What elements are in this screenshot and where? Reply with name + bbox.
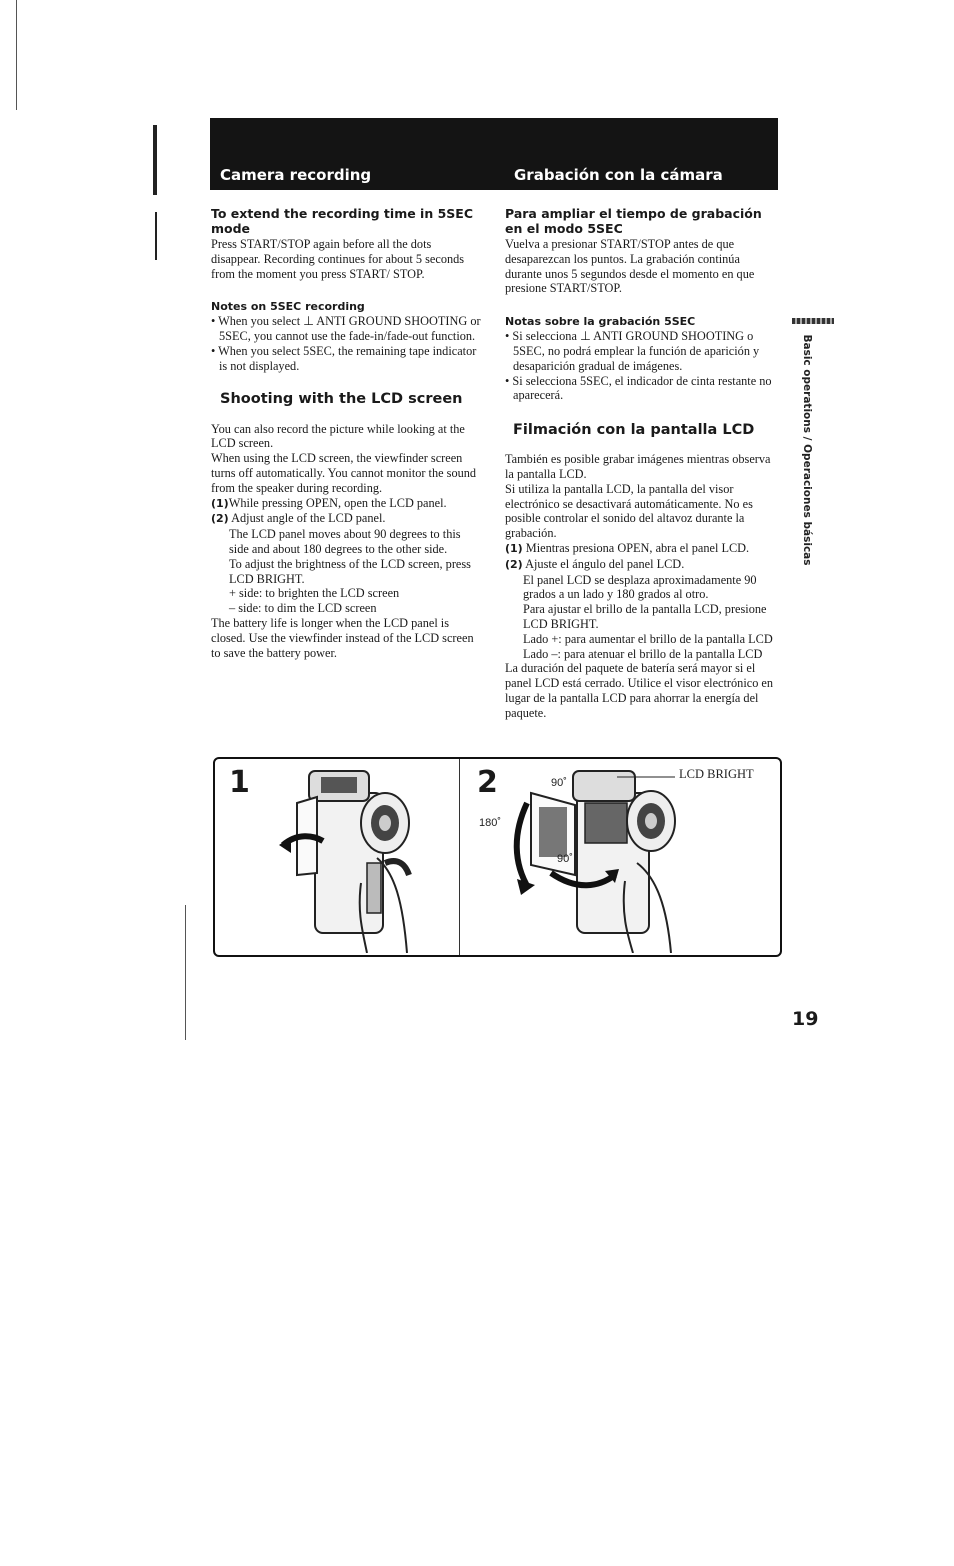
notes-heading: Notes on 5SEC recording	[211, 300, 365, 314]
battery-note: La duración del paquete de batería será mayor si el panel LCD está cerrado. Utilice el visor electrónico en lugar de la pantalla LCD para ahorrar la energía del paquete.	[505, 661, 774, 720]
binding-mark	[16, 0, 17, 110]
english-column	[211, 206, 481, 660]
lcd-section-heading: Filmación con la pantalla LCD	[513, 422, 755, 439]
lcd-intro: When using the LCD screen, the viewfinder screen turns off automatically. You cannot monitor the sound from the speaker during recording.	[211, 451, 477, 495]
step-number: (2)	[505, 557, 523, 571]
brightness-minus: – side: to dim the LCD screen	[229, 601, 377, 616]
step-text: Adjust angle of the LCD panel.	[231, 511, 386, 526]
step-text: While pressing OPEN, open the LCD panel.	[228, 495, 447, 510]
sidebar-label-text: Basic operations / Operaciones básicas	[801, 334, 813, 566]
note-bullet: • Si selecciona ⊥ ANTI GROUND SHOOTING o 5SEC, no podrá emplear la función de aparición y desaparición gradual de imágenes.	[505, 329, 760, 373]
angle-90-lower-label: 90˚	[557, 853, 573, 865]
step-text: Ajuste el ángulo del panel LCD.	[525, 556, 685, 571]
brightness-plus: + side: to brighten the LCD screen	[229, 586, 400, 601]
note-bullet: • When you select 5SEC, the remaining tape indicator is not displayed.	[211, 343, 477, 373]
extend-heading: To extend the recording time in 5SEC mode	[211, 206, 473, 236]
extend-body: Press START/STOP again before all the dots disappear. Recording continues for about 5 seconds from the moment you press START/ STOP.	[211, 237, 465, 281]
notes-heading: Notas sobre la grabación 5SEC	[505, 315, 696, 329]
illustration-box	[213, 757, 782, 957]
step-text: Mientras presiona OPEN, abra el panel LCD.	[525, 540, 750, 555]
binding-mark	[153, 125, 157, 195]
battery-note: The battery life is longer when the LCD panel is closed. Use the viewfinder instead of the LCD screen to save the battery power.	[211, 615, 474, 660]
step-detail: To adjust the brightness of the LCD screen, press LCD BRIGHT.	[229, 556, 471, 586]
section-title-spanish: Grabación con la cámara	[514, 166, 723, 184]
step-number: (1)	[505, 541, 523, 555]
note-bullet: • When you select ⊥ ANTI GROUND SHOOTING or 5SEC, you cannot use the fade-in/fade-out function.	[211, 314, 481, 344]
lcd-intro: Si utiliza la pantalla LCD, la pantalla del visor electrónico se desactivará automáticamente. No es posible controlar el sonido del altavoz durante la grabación.	[505, 481, 753, 541]
binding-mark	[155, 212, 157, 260]
extend-body: Vuelva a presionar START/STOP antes de que desaparezcan los puntos. La grabación continúa durante unos 5 segundos desde el momento en que presione START/STOP.	[505, 237, 755, 296]
step-2	[505, 557, 777, 573]
lcd-bright-callout: LCD BRIGHT	[679, 767, 754, 781]
lcd-intro: You can also record the picture while looking at the LCD screen.	[211, 421, 465, 451]
step-detail: El panel LCD se desplaza aproximadamente 90 grados a un lado y 180 grados al otro.	[523, 572, 757, 602]
angle-90-upper-label: 90˚	[551, 777, 567, 789]
step-detail: The LCD panel moves about 90 degrees to this side and about 180 degrees to the other side.	[229, 527, 461, 556]
step-1	[505, 541, 777, 557]
illustration-step-2-number: 2	[477, 765, 498, 800]
page-number: 19	[792, 1008, 819, 1030]
step-number: (2)	[211, 512, 229, 526]
section-header-bar	[210, 118, 778, 190]
extend-heading: Para ampliar el tiempo de grabación en el modo 5SEC	[505, 206, 762, 236]
brightness-plus: Lado +: para aumentar el brillo de la pantalla LCD	[523, 631, 773, 646]
illustration-step-1-number: 1	[229, 765, 250, 800]
binding-mark	[185, 905, 186, 1040]
camcorder-open-panel-drawing	[277, 763, 427, 953]
spanish-column	[505, 206, 777, 721]
lcd-section-heading: Shooting with the LCD screen	[220, 390, 463, 407]
step-1	[211, 496, 481, 512]
note-bullet: • Si selecciona 5SEC, el indicador de cinta restante no aparecerá.	[505, 373, 772, 403]
camcorder-lcd-rotate-drawing	[487, 763, 707, 953]
section-title-english: Camera recording	[220, 166, 372, 184]
sidebar-section-label	[800, 330, 814, 570]
lcd-intro: También es posible grabar imágenes mientras observa la pantalla LCD.	[505, 452, 771, 481]
angle-180-label: 180˚	[479, 817, 502, 829]
sidebar-tab-marker	[792, 318, 834, 324]
brightness-minus: Lado –: para atenuar el brillo de la pantalla LCD	[523, 646, 763, 661]
illustration-divider	[459, 759, 460, 955]
step-detail: Para ajustar el brillo de la pantalla LCD, presione LCD BRIGHT.	[523, 602, 767, 631]
step-number: (1)	[211, 496, 229, 510]
step-2	[211, 511, 481, 527]
